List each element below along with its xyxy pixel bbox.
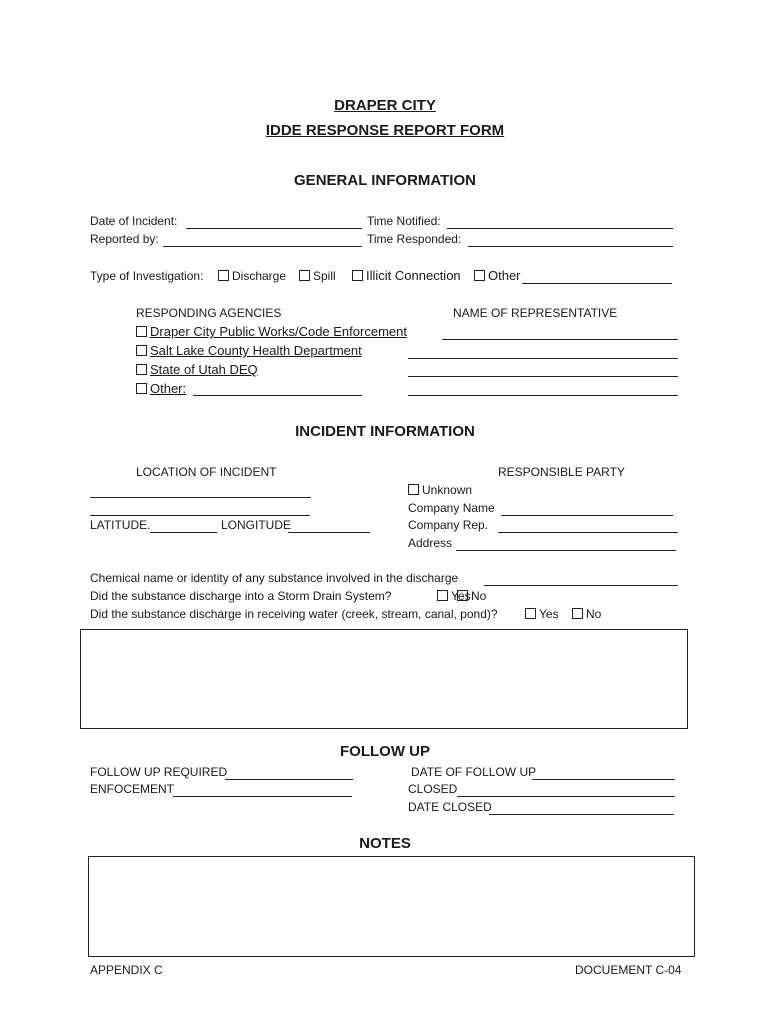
storm-drain-question [90, 589, 391, 603]
address-field[interactable] [456, 550, 676, 551]
longitude-field[interactable] [288, 532, 370, 533]
date-closed-label: DATE CLOSED [408, 800, 492, 814]
representative-field-1[interactable] [442, 339, 678, 340]
receiving-water-no-checkbox[interactable] [572, 608, 583, 619]
receiving-water-yes-label: Yes [539, 607, 559, 621]
receiving-water-no-option[interactable] [572, 607, 601, 621]
date-closed-field[interactable] [489, 814, 674, 815]
unknown-option[interactable] [408, 483, 472, 497]
other-investigation-field[interactable] [522, 283, 672, 284]
other-investigation-checkbox[interactable] [474, 270, 485, 281]
other-investigation-label: Other [488, 268, 521, 283]
discharge-option[interactable] [218, 269, 286, 283]
follow-up-heading: FOLLOW UP [340, 743, 430, 760]
general-info-heading: GENERAL INFORMATION [294, 172, 476, 189]
discharge-checkbox[interactable] [218, 270, 229, 281]
incident-description-box[interactable] [80, 629, 688, 729]
reported-by-field[interactable] [163, 246, 362, 247]
enforcement-field[interactable] [173, 796, 352, 797]
company-name-field[interactable] [501, 515, 673, 516]
agency-other-field[interactable] [193, 395, 362, 396]
spill-label: Spill [313, 269, 336, 283]
location-field-1[interactable] [90, 497, 311, 498]
agency-public-works[interactable] [136, 324, 407, 339]
company-rep-field[interactable] [498, 532, 678, 533]
other-investigation-option[interactable] [474, 268, 521, 283]
illicit-connection-checkbox[interactable] [352, 270, 363, 281]
discharge-label: Discharge [232, 269, 287, 283]
storm-drain-no-option[interactable] [457, 589, 486, 603]
date-of-follow-up-field[interactable] [532, 779, 675, 780]
time-notified-field[interactable] [447, 228, 673, 229]
location-heading: LOCATION OF INCIDENT [136, 465, 277, 479]
agency-public-works-label: Draper City Public Works/Code Enforcement [150, 324, 407, 339]
receiving-water-no-label: No [586, 607, 602, 621]
company-name-label: Company Name [408, 501, 495, 515]
agency-other-label: Other: [150, 381, 187, 396]
time-responded-label: Time Responded: [367, 232, 462, 246]
storm-drain-no-checkbox[interactable] [457, 590, 468, 601]
company-rep-label: Company Rep. [408, 518, 489, 532]
enforcement-label: ENFOCEMENT [90, 782, 174, 796]
follow-up-required-field[interactable] [225, 779, 353, 780]
footer-document-id: DOCUEMENT C-04 [575, 963, 682, 977]
spill-checkbox[interactable] [299, 270, 310, 281]
agency-health-dept-label: Salt Lake County Health Department [150, 343, 362, 358]
receiving-water-yes-checkbox[interactable] [525, 608, 536, 619]
form-title-city: DRAPER CITY [334, 97, 436, 114]
footer-appendix: APPENDIX C [90, 963, 163, 977]
investigation-type-label: Type of Investigation: [90, 269, 204, 283]
time-notified-label: Time Notified: [367, 214, 441, 228]
storm-drain-no-label: No [471, 589, 487, 603]
agency-other-checkbox[interactable] [136, 383, 147, 394]
latitude-label: LATITUDE. [90, 518, 151, 532]
chemical-label: Chemical name or identity of any substance involved in the discharge [90, 571, 459, 585]
follow-up-required-label: FOLLOW UP REQUIRED [90, 765, 228, 779]
date-of-incident-label: Date of Incident: [90, 214, 178, 228]
receiving-water-question: Did the substance discharge in receiving water (creek, stream, canal, pond)? [90, 607, 498, 621]
form-title: IDDE RESPONSE REPORT FORM [265, 122, 505, 139]
agency-utah-deq[interactable] [136, 362, 258, 377]
longitude-label: LONGITUDE [221, 518, 292, 532]
representative-heading: NAME OF REPRESENTATIVE [453, 306, 618, 320]
agency-health-dept[interactable] [136, 343, 362, 358]
illicit-connection-option[interactable] [352, 268, 461, 283]
date-of-follow-up-label: DATE OF FOLLOW UP [411, 765, 537, 779]
spill-option[interactable] [299, 269, 336, 283]
closed-field[interactable] [457, 796, 675, 797]
representative-field-2[interactable] [408, 358, 678, 359]
agency-health-dept-checkbox[interactable] [136, 345, 147, 356]
responsible-party-heading: RESPONSIBLE PARTY [498, 465, 625, 479]
storm-drain-question-text: Did the substance discharge into a Storm Drain System? [90, 589, 392, 603]
agency-public-works-checkbox[interactable] [136, 326, 147, 337]
address-label: Address [408, 536, 453, 550]
illicit-connection-label: Illicit Connection [366, 268, 461, 283]
agency-utah-deq-checkbox[interactable] [136, 364, 147, 375]
storm-drain-yes-label: Yes [451, 589, 471, 603]
representative-field-4[interactable] [408, 395, 678, 396]
representative-field-3[interactable] [408, 376, 678, 377]
closed-label: CLOSED [408, 782, 458, 796]
chemical-field[interactable] [484, 585, 678, 586]
storm-drain-yes-checkbox[interactable] [437, 590, 448, 601]
notes-heading: NOTES [359, 835, 411, 852]
incident-info-heading: INCIDENT INFORMATION [295, 423, 475, 440]
responding-agencies-heading: RESPONDING AGENCIES [136, 306, 282, 320]
agency-utah-deq-label: State of Utah DEQ [150, 362, 258, 377]
reported-by-label: Reported by: [90, 232, 159, 246]
agency-other[interactable] [136, 381, 186, 396]
unknown-label: Unknown [422, 483, 473, 497]
unknown-checkbox[interactable] [408, 484, 419, 495]
latitude-field[interactable] [150, 532, 217, 533]
receiving-water-yes-option[interactable] [525, 607, 559, 621]
location-field-2[interactable] [90, 515, 310, 516]
time-responded-field[interactable] [468, 246, 673, 247]
notes-box[interactable] [88, 856, 695, 957]
date-of-incident-field[interactable] [186, 228, 362, 229]
